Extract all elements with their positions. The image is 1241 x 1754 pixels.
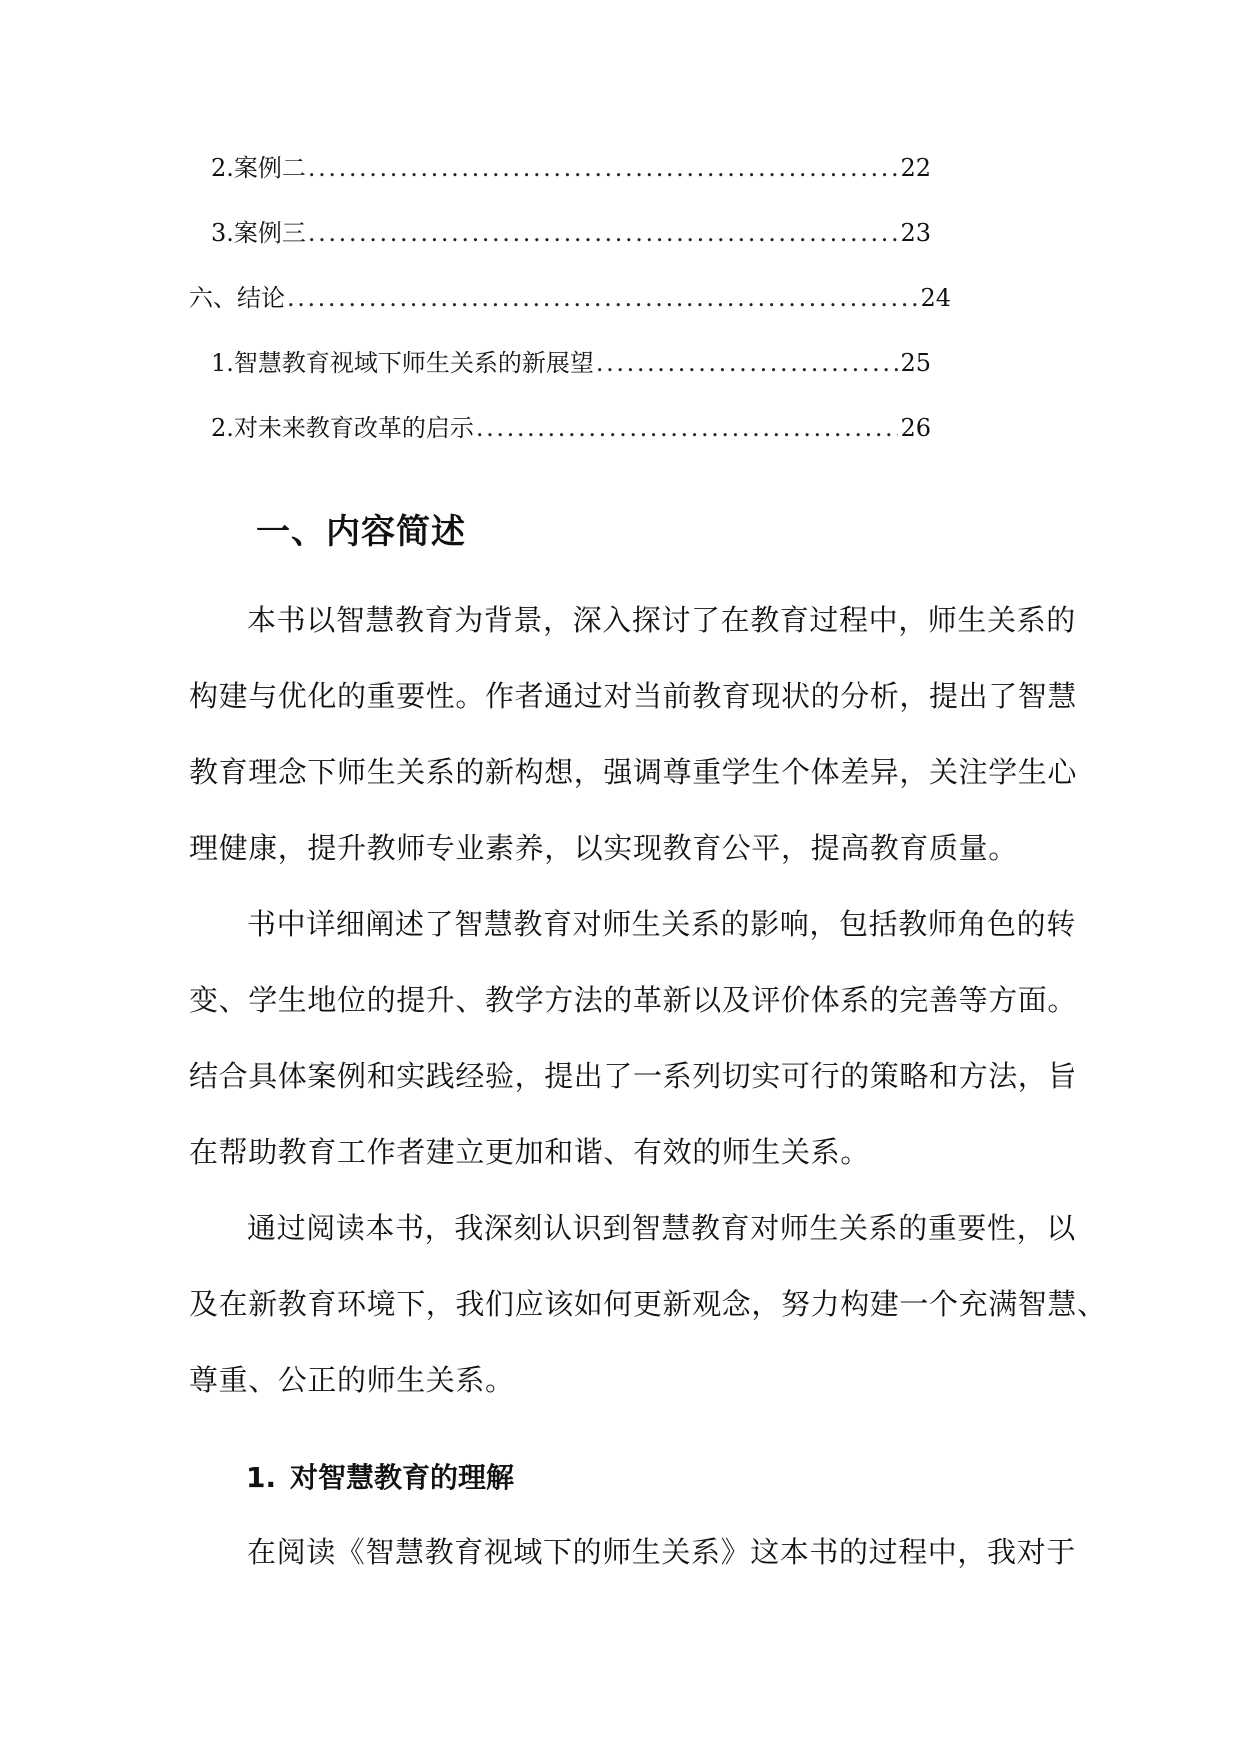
subsection-title: 对智慧教育的理解: [290, 1461, 515, 1494]
toc-entry-number: 2.: [211, 414, 234, 442]
subsection-heading: [246, 1460, 514, 1496]
paragraph-line: 及在新教育环境下，我们应该如何更新观念，努力构建一个充满智慧、: [189, 1287, 1107, 1321]
toc-dot-leader: [596, 347, 899, 379]
toc-entry[interactable]: [211, 217, 931, 249]
toc-entry-page: 22: [900, 154, 931, 182]
paragraph-line: 通过阅读本书，我深刻认识到智慧教育对师生关系的重要性，以: [247, 1211, 1076, 1245]
toc-entry[interactable]: [211, 412, 931, 444]
toc-entry-title: 案例三: [233, 219, 306, 247]
paragraph-line: 变、学生地位的提升、教学方法的革新以及评价体系的完善等方面。: [189, 983, 1078, 1017]
toc-entry-page: 25: [900, 349, 931, 377]
toc-entry-title: 案例二: [233, 154, 306, 182]
toc-entry-number: 2.: [211, 154, 234, 182]
paragraph-line: 在帮助教育工作者建立更加和谐、有效的师生关系。: [189, 1135, 870, 1169]
subsection-number: 1.: [246, 1461, 277, 1494]
toc-entry-number: 3.: [211, 219, 234, 247]
toc-dot-leader: [476, 412, 899, 444]
toc-dot-leader: [308, 217, 899, 249]
toc-entry[interactable]: [211, 152, 931, 184]
toc-entry-title: 六、结论: [189, 284, 285, 312]
paragraph-line: 教育理念下师生关系的新构想，强调尊重学生个体差异，关注学生心: [189, 755, 1078, 789]
paragraph-line: 理健康，提升教师专业素养，以实现教育公平，提高教育质量。: [189, 831, 1018, 865]
paragraph-line: 本书以智慧教育为背景，深入探讨了在教育过程中，师生关系的: [247, 603, 1076, 637]
toc-entry-number: 1.: [211, 349, 234, 377]
paragraph-line: 尊重、公正的师生关系。: [189, 1363, 515, 1397]
toc-entry-title: 智慧教育视域下师生关系的新展望: [233, 349, 594, 377]
toc-entry[interactable]: [211, 347, 931, 379]
toc-dot-leader: [308, 152, 899, 184]
paragraph-line: 在阅读《智慧教育视域下的师生关系》这本书的过程中，我对于: [247, 1535, 1076, 1569]
toc-dot-leader: [287, 282, 918, 314]
paragraph-line: 构建与优化的重要性。作者通过对当前教育现状的分析，提出了智慧: [189, 679, 1078, 713]
toc-entry-page: 23: [900, 219, 931, 247]
toc-entry-title: 对未来教育改革的启示: [233, 414, 474, 442]
toc-entry-page: 26: [900, 414, 931, 442]
paragraph-line: 结合具体案例和实践经验，提出了一系列切实可行的策略和方法，旨: [189, 1059, 1078, 1093]
section-heading: 一、内容简述: [256, 512, 466, 552]
paragraph-line: 书中详细阐述了智慧教育对师生关系的影响，包括教师角色的转: [247, 907, 1076, 941]
toc-entry[interactable]: [189, 282, 951, 314]
toc-entry-page: 24: [920, 284, 951, 312]
